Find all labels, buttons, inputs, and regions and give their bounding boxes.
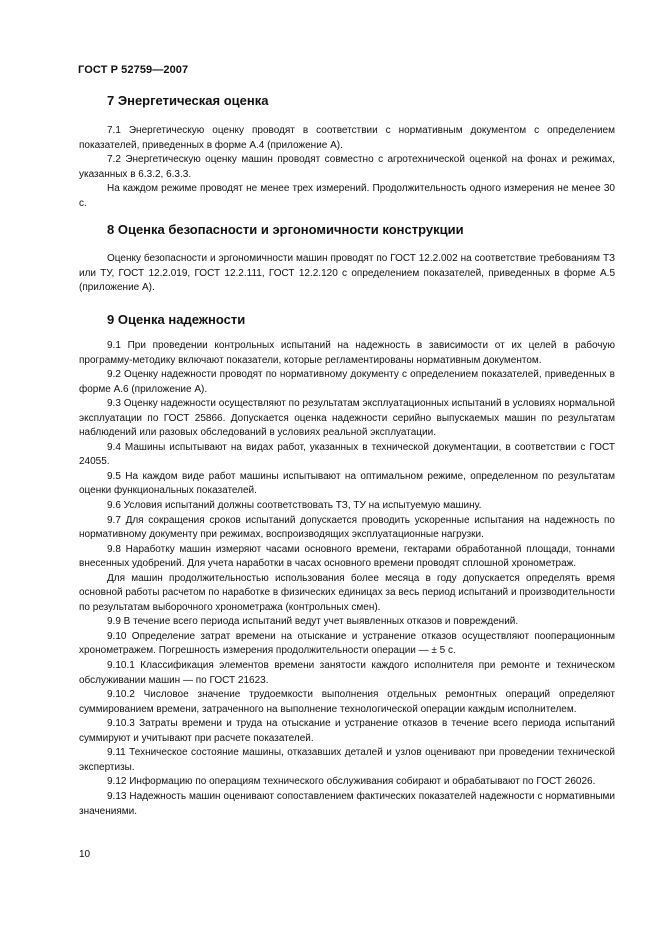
paragraph-7-2: 7.2 Энергетическую оценку машин проводят совместно с агротехнической оценкой на фонах и режимах, указанных в 6.3.2, 6.3.3. [79, 154, 615, 180]
paragraph-7-1: 7.1 Энергетическую оценку проводят в соответствии с нормативным документом с определением показателей, приведенных в форме А.4 (приложение А). [79, 125, 615, 151]
paragraph-8-1: Оценку безопасности и эргономичности машин проводят по ГОСТ 12.2.002 на соответствие требованиям ТЗ или ТУ, ГОСТ 12.2.019, ГОСТ 12.2.111, ГОСТ 12.2.120 с определением показателей, приведенных в форме А.5 (приложение А). [79, 253, 615, 294]
paragraph-9-1: 9.1 При проведении контрольных испытаний на надежность в зависимости от их целей в рабочую программу-методику включают показатели, которые регламентированы нормативным документом. [79, 340, 615, 366]
section-title-8: 8 Оценка безопасности и эргономичности конструкции [107, 222, 464, 237]
paragraph-9-8: 9.8 Наработку машин измеряют часами основного времени, гектарами обработанной площади, тоннами внесенных удобрений. Для учета наработки в часах основного времени проводят сплошной хронометраж. [79, 543, 615, 570]
section-9-body [79, 339, 615, 819]
section-7-body [79, 124, 615, 211]
paragraph-9-10-3: 9.10.3 Затраты времени и труда на отыскание и устранение отказов в течение всего периода испытаний суммируют и учитывают при расчете показателей. [79, 718, 615, 744]
paragraph-9-3: 9.3 Оценку надежности осуществляют по результатам эксплуатационных испытаний в условиях нормальной эксплуатации по ГОСТ 25866. Допускается оценка надежности серийно выпускаемых машин по результатам наблюдений или разовых обследований в условиях реальной эксплуатации. [79, 398, 615, 439]
paragraph-9-6: 9.6 Условия испытаний должны соответствовать ТЗ, ТУ на испытуемую машину. [107, 500, 482, 512]
paragraph-9-11: 9.11 Техническое состояние машины, отказавших деталей и узлов оценивают при проведении технической экспертизы. [79, 747, 615, 773]
paragraph-9-13: 9.13 Надежность машин оценивают сопоставлением фактических показателей надежности с нормативными значениями. [79, 790, 615, 817]
paragraph-9-12: 9.12 Информацию по операциям технического обслуживания собирают и обрабатывают по ГОСТ 26026. [107, 776, 596, 788]
paragraph-9-2: 9.2 Оценку надежности проводят по нормативному документу с определением показателей, приведенных в форме А.6 (приложение А). [79, 369, 615, 395]
paragraph-9-8-cont: Для машин продолжительностью использования более месяца в году допускается определять время основной работы расчетом по наработке в физических единицах за весь период испытаний и производительности по результатам выборочного хронометража (контрольных смен). [79, 572, 615, 613]
section-title-7: 7 Энергетическая оценка [107, 93, 269, 108]
paragraph-9-10-2: 9.10.2 Числовое значение трудоемкости выполнения отдельных ремонтных операций определяют суммированием времени, затраченного на выполнение технологической операции каждым исполнителем. [79, 689, 615, 715]
paragraph-9-5: 9.5 На каждом виде работ машины испытывают на оптимальном режиме, определенном по результатам оценки функциональных показателей. [79, 470, 615, 497]
section-title-9: 9 Оценка надежности [107, 312, 246, 327]
section-8-body [79, 252, 615, 296]
paragraph-7-3: На каждом режиме проводят не менее трех измерений. Продолжительность одного измерения не менее 30 с. [79, 183, 615, 209]
paragraph-9-4: 9.4 Машины испытывают на видах работ, указанных в технической документации, в соответствии с ГОСТ 24055. [79, 441, 615, 468]
page-number: 10 [79, 849, 91, 860]
paragraph-9-9: 9.9 В течение всего периода испытаний ведут учет выявленных отказов и повреждений. [107, 616, 519, 628]
paragraph-9-7: 9.7 Для сокращения сроков испытаний допускается проводить ускоренные испытания на надежность по нормативному документу при режимах, воспроизводящих эксплуатационные нагрузки. [79, 514, 615, 541]
document-header: ГОСТ Р 52759—2007 [78, 64, 189, 76]
paragraph-9-10-1: 9.10.1 Классификация элементов времени занятости каждого исполнителя при ремонте и техническом обслуживании машин — по ГОСТ 21623. [79, 660, 615, 686]
paragraph-9-10: 9.10 Определение затрат времени на отыскание и устранение отказов осуществляют пооперационным хронометражем. Погрешность измерения продолжительности операции — ± 5 с. [79, 630, 615, 657]
